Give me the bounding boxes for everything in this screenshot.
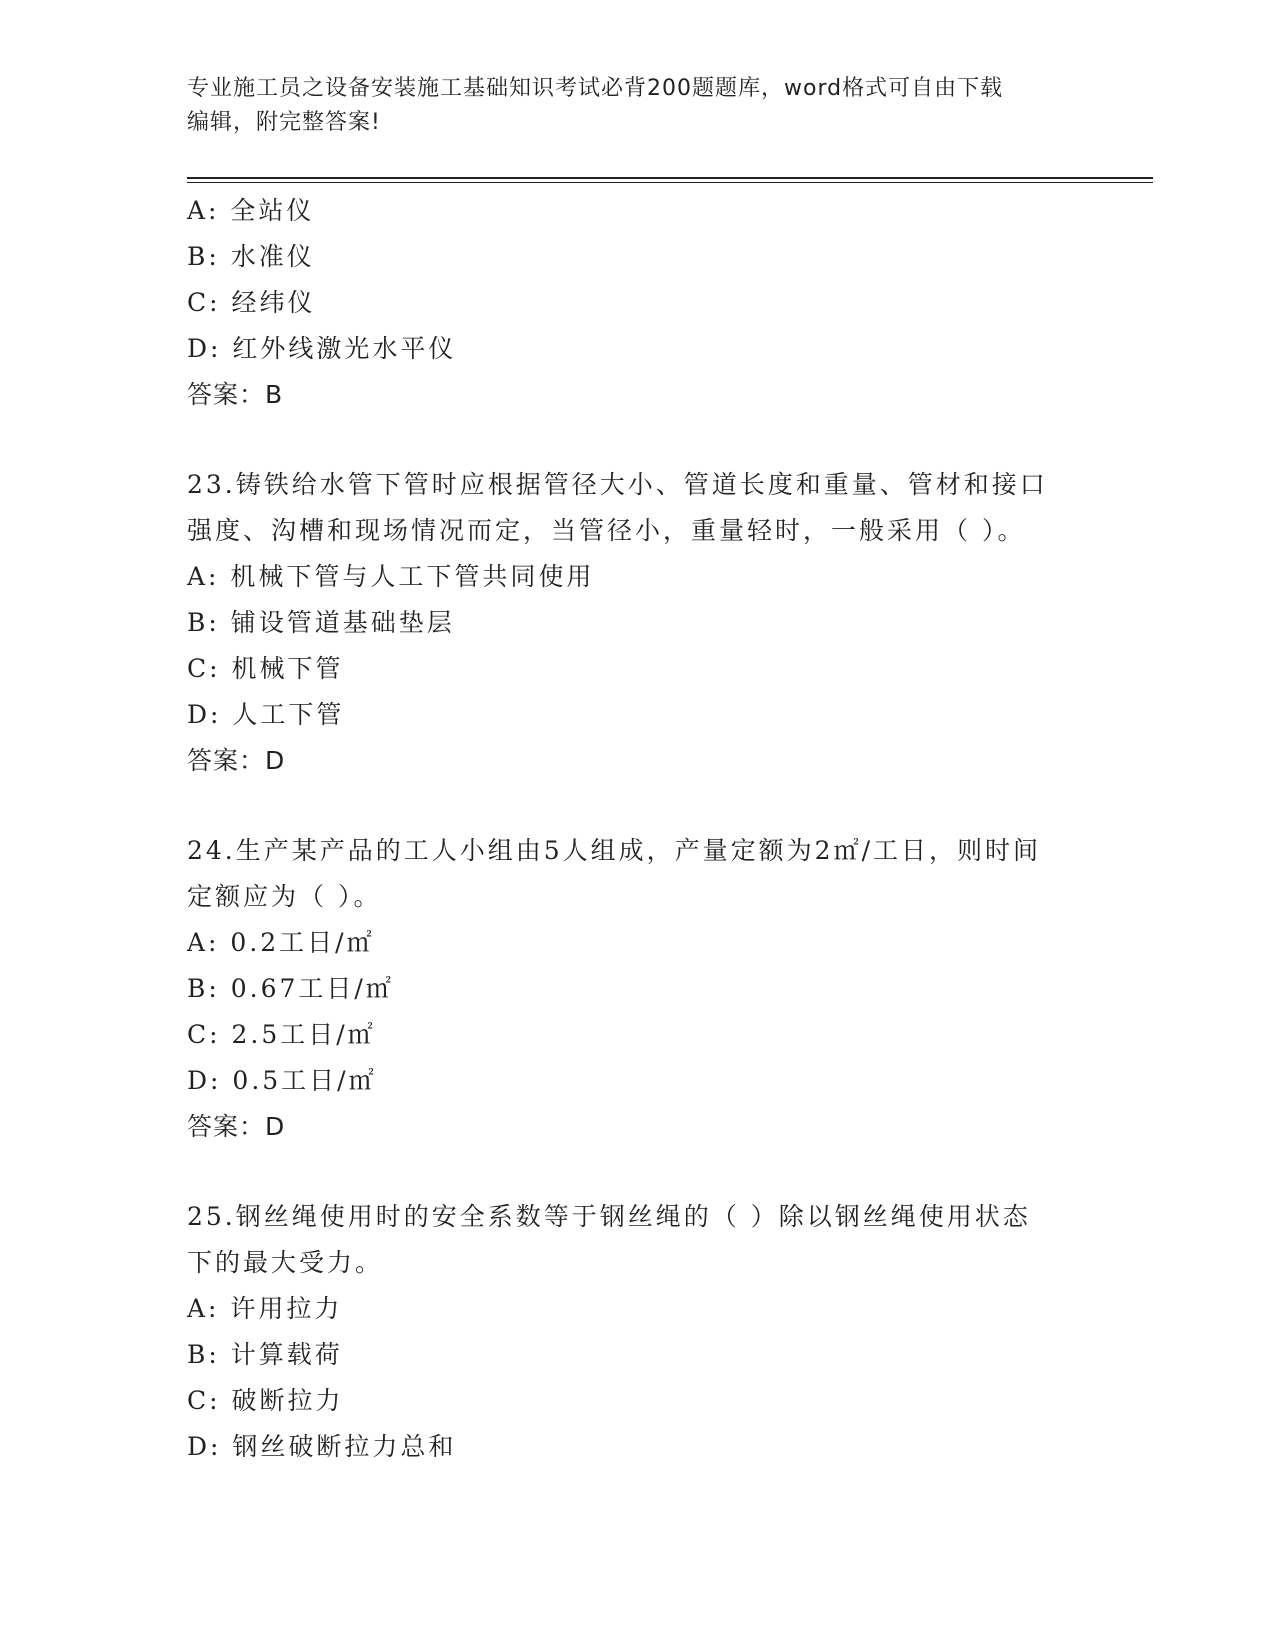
question-22-continuation [187, 188, 1087, 418]
option-a: A: 全站仪 [187, 196, 315, 225]
question-23 [187, 462, 1087, 784]
question-stem-line-2: 强度、沟槽和现场情况而定，当管径小，重量轻时，一般采用（ ）。 [187, 516, 1026, 545]
question-stem-line-2: 定额应为（ ）。 [187, 882, 382, 911]
option-b: B: 铺设管道基础垫层 [187, 608, 455, 637]
header-title-line-2: 编辑，附完整答案! [187, 110, 381, 135]
header-divider-thin [187, 182, 1153, 183]
option-c: C: 经纬仪 [187, 288, 316, 317]
option-c: C: 破断拉力 [187, 1386, 344, 1415]
option-d: D: 人工下管 [187, 700, 345, 729]
answer-line: 答案：D [187, 746, 286, 775]
option-c: C: 2.5工日/㎡ [187, 1020, 376, 1049]
question-25 [187, 1194, 1087, 1470]
option-d: D: 0.5工日/㎡ [187, 1066, 377, 1095]
document-header [187, 72, 1067, 140]
question-list [187, 188, 1087, 1470]
option-d: D: 红外线激光水平仪 [187, 334, 457, 363]
option-b: B: 0.67工日/㎡ [187, 974, 394, 1003]
answer-line: 答案：B [187, 380, 284, 409]
option-b: B: 水准仪 [187, 242, 315, 271]
option-c: C: 机械下管 [187, 654, 344, 683]
question-stem-line-1: 24.生产某产品的工人小组由5人组成，产量定额为2㎡/工日，则时间 [187, 836, 1041, 865]
option-a: A: 0.2工日/㎡ [187, 928, 375, 957]
option-a: A: 机械下管与人工下管共同使用 [187, 562, 595, 591]
header-divider-thick [187, 177, 1153, 179]
answer-line: 答案：D [187, 1112, 286, 1141]
option-a: A: 许用拉力 [187, 1294, 343, 1323]
question-stem-line-1: 25.钢丝绳使用时的安全系数等于钢丝绳的（ ）除以钢丝绳使用状态 [187, 1202, 1031, 1231]
option-d: D: 钢丝破断拉力总和 [187, 1432, 457, 1461]
question-stem-line-1: 23.铸铁给水管下管时应根据管径大小、管道长度和重量、管材和接口 [187, 470, 1048, 499]
header-title-line-1: 专业施工员之设备安装施工基础知识考试必背200题题库，word格式可自由下载 [187, 76, 1004, 101]
question-24 [187, 828, 1087, 1150]
question-stem-line-2: 下的最大受力。 [187, 1248, 384, 1277]
option-b: B: 计算载荷 [187, 1340, 343, 1369]
